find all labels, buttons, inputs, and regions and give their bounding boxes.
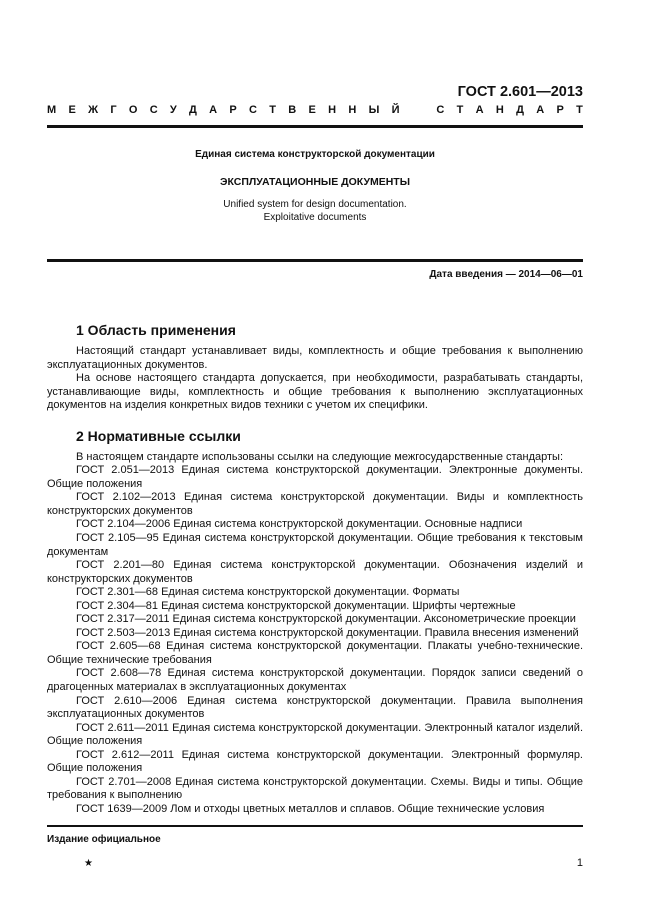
- standard-category: [47, 103, 583, 117]
- category-letter: У: [169, 104, 177, 116]
- category-letter: М: [47, 104, 57, 116]
- category-letter: С: [436, 104, 445, 116]
- introduction-date: Дата введения — 2014—06—01: [429, 269, 583, 280]
- paragraph: В настоящем стандарте использованы ссылки на следующие межгосударственные стандарты:: [76, 450, 564, 463]
- category-letter: Р: [229, 104, 237, 116]
- reference-item: ГОСТ 2.503—2013 Единая система конструкторской документации. Правила внесения изменений: [76, 626, 579, 639]
- reference-item: ГОСТ 2.317—2011 Единая система конструкторской документации. Аксонометрические проекции: [76, 613, 576, 626]
- reference-item: ГОСТ 2.612—2011 Единая система конструкторской документации. Электронный формуляр. Общие положения: [47, 748, 583, 775]
- english-title-line2: Exploitative documents: [263, 212, 367, 223]
- category-letter: В: [288, 104, 297, 116]
- paragraph: Настоящий стандарт устанавливает виды, комплектность и общие требования к выполнению эксплуатационных документов.: [47, 345, 583, 371]
- standard-code: ГОСТ 2.601—2013: [457, 84, 583, 100]
- category-letter: Е: [308, 104, 316, 116]
- header-rule: [47, 125, 583, 128]
- category-letter: Ж: [88, 104, 99, 116]
- category-letter: Й: [391, 104, 400, 116]
- reference-item: ГОСТ 2.201—80 Единая система конструкторской документации. Обозначения изделий и конструкторских документов: [47, 559, 583, 585]
- reference-item: ГОСТ 2.608—78 Единая система конструкторской документации. Порядок записи сведений о драгоценных материалах в эксплуатационных документах: [47, 667, 583, 694]
- category-letter: Г: [110, 104, 117, 116]
- category-letter: А: [475, 104, 484, 116]
- category-letter: Д: [189, 104, 197, 116]
- category-letter: А: [209, 104, 218, 116]
- reference-item: ГОСТ 2.102—2013 Единая система конструкторской документации. Виды и комплектность конструкторских документов: [47, 491, 583, 517]
- reference-item: ГОСТ 2.051—2013 Единая система конструкторской документации. Электронные документы. Общие положения: [47, 464, 583, 490]
- category-letter: Е: [68, 104, 76, 116]
- category-letter: Н: [328, 104, 337, 116]
- category-letter: С: [149, 104, 158, 116]
- category-letter: Ы: [368, 104, 380, 116]
- category-letter: С: [249, 104, 257, 116]
- reference-item: ГОСТ 1639—2009 Лом и отходы цветных металлов и сплавов. Общие технические условия: [76, 802, 545, 815]
- official-edition: Издание официальное: [47, 833, 161, 845]
- title-rule: [47, 259, 583, 262]
- reference-item: ГОСТ 2.104—2006 Единая система конструкторской документации. Основные надписи: [76, 518, 523, 531]
- category-letter: Н: [348, 104, 357, 116]
- category-letter: Р: [556, 104, 564, 116]
- references-list: [47, 464, 583, 816]
- category-letter: Т: [269, 104, 276, 116]
- footer-rule: [47, 825, 583, 827]
- reference-item: ГОСТ 2.610—2006 Единая система конструкторской документации. Правила выполнения эксплуатационных документов: [47, 694, 583, 721]
- document-body: [47, 321, 583, 817]
- category-letter: Д: [516, 104, 524, 116]
- section-2-heading: 2 Нормативные ссылки: [76, 427, 241, 444]
- category-letter: Т: [576, 104, 583, 116]
- reference-item: ГОСТ 2.701—2008 Единая система конструкторской документации. Схемы. Виды и типы. Общие требования к выполнению: [47, 775, 583, 802]
- star-icon: ★: [84, 857, 93, 869]
- section-1-heading: 1 Область применения: [76, 322, 236, 338]
- category-letter: Т: [456, 104, 464, 116]
- reference-item: ГОСТ 2.611—2011 Единая система конструкторской документации. Электронный каталог изделий. Общие положения: [47, 721, 583, 748]
- page-number: 1: [576, 856, 583, 869]
- english-title-line1: Unified system for design documentation.: [223, 199, 407, 210]
- reference-item: ГОСТ 2.605—68 Единая система конструкторской документации. Плакаты учебно-технические. Общие технические требования: [47, 640, 583, 666]
- category-letter: Н: [495, 104, 504, 116]
- paragraph: На основе настоящего стандарта допускается, при необходимости, разрабатывать стандарты, устанавливающие виды, комплектность и общие требования к выполнению эксплуатационных документов на изделия конкретных видов техники с учетом их специфики.: [47, 372, 583, 412]
- category-letter: О: [128, 104, 138, 116]
- reference-item: ГОСТ 2.301—68 Единая система конструкторской документации. Форматы: [76, 586, 460, 599]
- document-title: ЭКСПЛУАТАЦИОННЫЕ ДОКУМЕНТЫ: [220, 176, 410, 188]
- reference-item: ГОСТ 2.304—81 Единая система конструкторской документации. Шрифты чертежные: [76, 599, 516, 612]
- system-title: Единая система конструкторской документации: [195, 149, 435, 160]
- reference-item: ГОСТ 2.105—95 Единая система конструкторской документации. Общие требования к текстовым документам: [47, 532, 583, 558]
- category-letter: А: [536, 104, 545, 116]
